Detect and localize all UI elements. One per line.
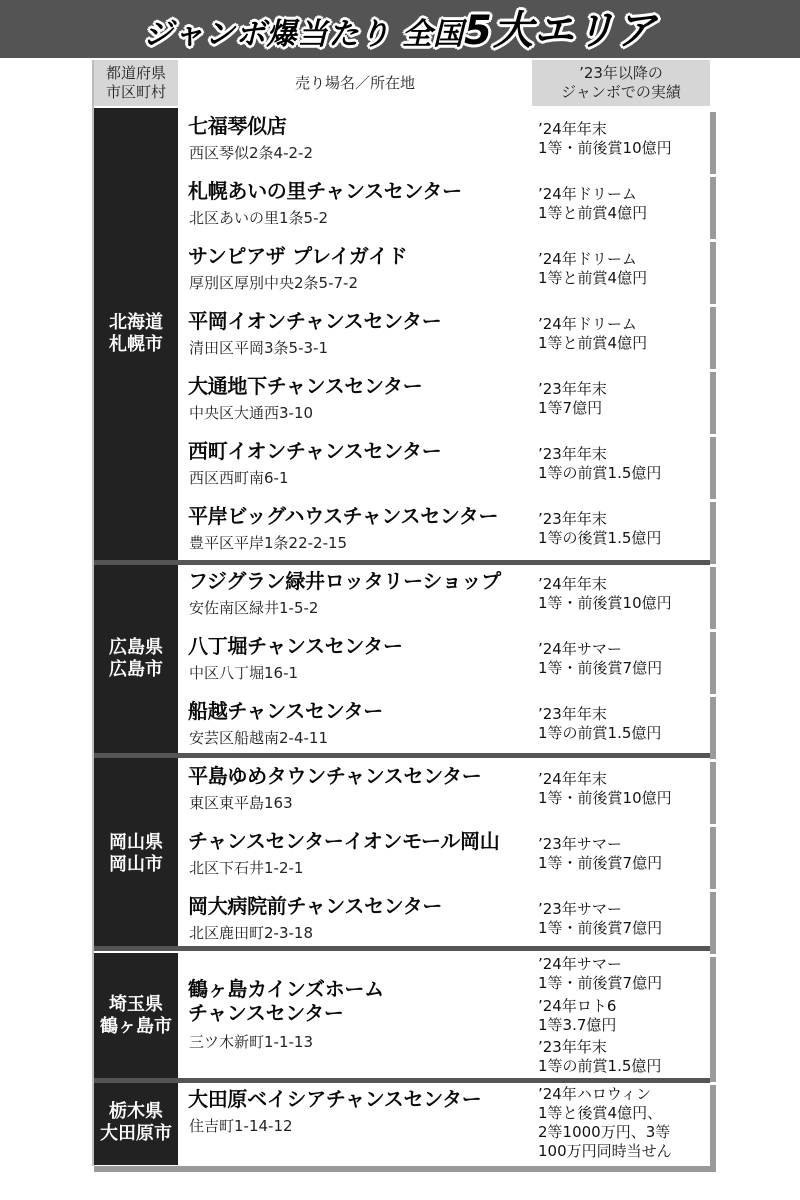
result-text: ’24年サマー 1等・前後賞7億円 (538, 955, 663, 992)
store-address: 中区八丁堀16-1 (189, 664, 299, 682)
store-address: 北区鹿田町2-3-18 (189, 924, 313, 942)
region-label (94, 563, 178, 755)
region-label (94, 758, 178, 950)
store-address: 西区琴似2条4-2-2 (189, 144, 313, 162)
store-address: 西区西町南6-1 (189, 469, 289, 487)
store-cell (180, 693, 530, 755)
store-address: 住吉町1-14-12 (189, 1117, 293, 1135)
region-name: 広島県 広島市 (109, 637, 163, 680)
title-emphasis: 5大エリア (464, 8, 657, 54)
store-cell (180, 628, 530, 690)
store-name: 大田原ベイシアチャンスセンター (188, 1087, 482, 1111)
result-cell (532, 498, 710, 560)
store-cell (180, 238, 530, 300)
region-label (94, 953, 178, 1078)
result-text: ’23年サマー 1等・前後賞7億円 (538, 900, 663, 937)
result-text: ’24年サマー 1等・前後賞7億円 (538, 640, 663, 677)
store-address: 東区東平島163 (189, 794, 293, 812)
row-shadow (710, 502, 716, 564)
store-address: 三ツ木新町1-1-13 (189, 1033, 313, 1051)
store-name: 岡大病院前チャンスセンター (188, 894, 443, 918)
row-shadow (710, 567, 716, 629)
row-shadow (710, 957, 716, 1082)
store-cell (180, 953, 530, 1078)
store-name: 札幌あいの里チャンスセンター (188, 179, 462, 203)
result-cell (532, 823, 710, 885)
row-shadow (710, 697, 716, 759)
store-name: 西町イオンチャンスセンター (188, 439, 442, 463)
store-cell (180, 888, 530, 950)
header-store: 売り場名／所在地 (180, 60, 530, 106)
row-shadow (710, 372, 716, 434)
store-cell (180, 173, 530, 235)
store-name: チャンスセンターイオンモール岡山 (188, 829, 500, 853)
store-name: フジグラン緑井ロッタリーショップ (188, 569, 501, 593)
store-cell (180, 108, 530, 170)
result-cell (532, 433, 710, 495)
store-name: 平岡イオンチャンスセンター (188, 309, 442, 333)
store-name: 八丁堀チャンスセンター (188, 634, 403, 658)
result-cell (532, 1081, 710, 1165)
store-cell (180, 368, 530, 430)
store-address: 北区下石井1-2-1 (189, 859, 304, 877)
result-text: ’24年ロト6 1等3.7億円 (538, 997, 617, 1034)
row-shadow (710, 632, 716, 694)
result-cell (532, 953, 710, 1078)
result-cell (532, 563, 710, 625)
header-prefecture: 都道府県 市区町村 (94, 60, 178, 106)
result-cell (532, 368, 710, 430)
region-label (94, 1081, 178, 1165)
result-cell (532, 628, 710, 690)
region-separator (94, 946, 710, 951)
header-result: ’23年以降の ジャンボでの実績 (532, 60, 710, 106)
result-cell (532, 108, 710, 170)
store-cell (180, 433, 530, 495)
store-name: 平岸ビッグハウスチャンスセンター (188, 504, 499, 528)
store-address: 清田区平岡3条5-3-1 (189, 339, 328, 357)
region-name: 北海道 札幌市 (109, 312, 163, 355)
result-text: ’24年年末 1等・前後賞10億円 (538, 575, 672, 612)
result-cell (532, 888, 710, 950)
region-separator (94, 560, 710, 565)
row-shadow (710, 892, 716, 954)
store-cell (180, 758, 530, 820)
result-cell (532, 238, 710, 300)
store-name: 七福琴似店 (188, 114, 287, 138)
row-shadow (710, 177, 716, 239)
store-cell (180, 563, 530, 625)
row-shadow (710, 827, 716, 889)
store-cell (180, 1081, 530, 1165)
region-separator (94, 753, 710, 758)
store-name: サンピアザ プレイガイド (188, 244, 408, 268)
page-title (0, 6, 800, 56)
row-shadow (710, 1085, 716, 1169)
region-name: 埼玉県 鶴ヶ島市 (100, 993, 172, 1037)
store-name: 船越チャンスセンター (188, 699, 383, 723)
result-cell (532, 693, 710, 755)
result-cell (532, 758, 710, 820)
region-name: 岡山県 岡山市 (109, 832, 163, 875)
result-text: ’23年年末 1等の前賞1.5億円 (538, 1038, 662, 1075)
region-separator (94, 1078, 710, 1083)
result-text: ’23年年末 1等の前賞1.5億円 (538, 445, 662, 482)
store-address: 北区あいの里1条5-2 (189, 209, 329, 227)
row-shadow (710, 437, 716, 499)
row-shadow (710, 762, 716, 824)
store-address: 安芸区船越南2-4-11 (189, 729, 328, 747)
store-address: 中央区大通西3-10 (189, 404, 314, 422)
result-cell (532, 173, 710, 235)
store-name: 鶴ヶ島カインズホーム チャンスセンター (188, 977, 384, 1025)
store-name: 大通地下チャンスセンター (188, 374, 423, 398)
result-text: ’24年ドリーム 1等と前賞4億円 (538, 185, 648, 222)
region-name: 栃木県 大田原市 (100, 1101, 172, 1144)
title-main: ジャンボ爆当たり 全国 (143, 17, 464, 52)
table-bottom-shadow (94, 1166, 716, 1172)
result-text: ’23年サマー 1等・前後賞7億円 (538, 835, 663, 872)
store-cell (180, 498, 530, 560)
result-cell (532, 303, 710, 365)
store-address: 豊平区平岸1条22-2-15 (189, 534, 348, 552)
store-cell (180, 823, 530, 885)
store-address: 安佐南区緑井1-5-2 (189, 599, 319, 617)
result-text: ’24年年末 1等・前後賞10億円 (538, 120, 672, 157)
row-shadow (710, 242, 716, 304)
region-label (94, 108, 178, 560)
result-text: ’23年年末 1等7億円 (538, 380, 607, 417)
store-cell (180, 303, 530, 365)
row-shadow (710, 307, 716, 369)
result-text: ’23年年末 1等の後賞1.5億円 (538, 510, 662, 547)
result-text: ’24年ハロウィン 1等と後賞4億円、 2等1000万円、3等 100万円同時当せん (538, 1085, 672, 1160)
result-text: ’24年ドリーム 1等と前賞4億円 (538, 250, 648, 287)
store-name: 平島ゆめタウンチャンスセンター (188, 764, 482, 788)
result-text: ’24年年末 1等・前後賞10億円 (538, 770, 672, 807)
result-text: ’23年年末 1等の前賞1.5億円 (538, 705, 662, 742)
row-shadow (710, 112, 716, 174)
store-address: 厚別区厚別中央2条5-7-2 (189, 274, 358, 292)
result-text: ’24年ドリーム 1等と前賞4億円 (538, 315, 648, 352)
